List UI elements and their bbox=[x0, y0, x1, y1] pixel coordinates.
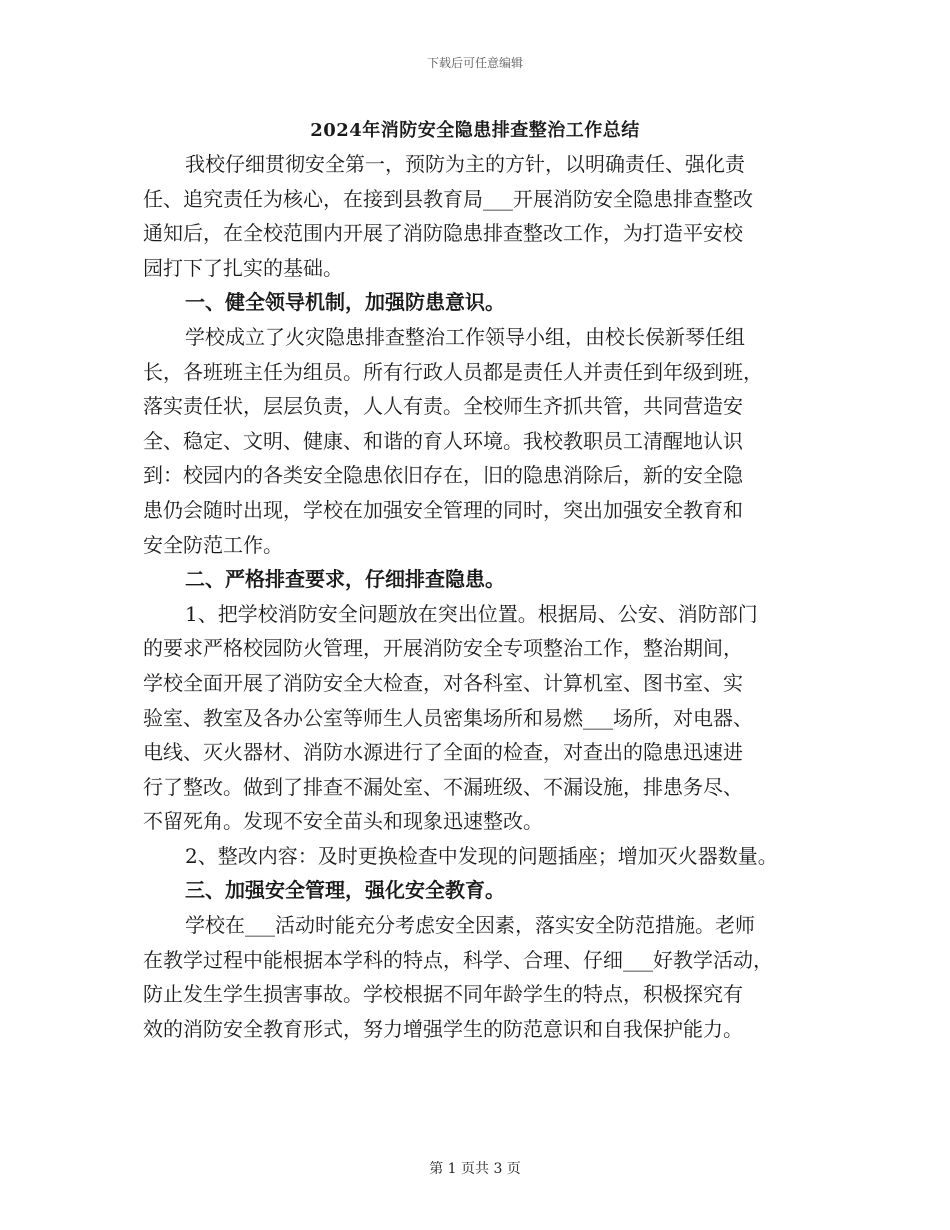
text-line: 验室、教室及各办公室等师生人员密集场所和易燃___场所，对电器、 bbox=[143, 705, 753, 730]
text-line: 三、加强安全管理，强化安全教育。 bbox=[185, 878, 505, 903]
text-line: 患仍会随时出现，学校在加强安全管理的同时，突出加强安全教育和 bbox=[143, 497, 743, 522]
text-line: 1、把学校消防安全问题放在突出位置。根据局、公安、消防部门 bbox=[185, 601, 758, 626]
text-line: 园打下了扎实的基础。 bbox=[143, 255, 343, 280]
text-line: 电线、灭火器材、消防水源进行了全面的检查，对查出的隐患迅速进 bbox=[143, 740, 743, 765]
text-line: 我校仔细贯彻安全第一，预防为主的方针，以明确责任、强化责 bbox=[185, 152, 745, 176]
text-line: 的要求严格校园防火管理，开展消防安全专项整治工作，整治期间， bbox=[143, 636, 743, 661]
paragraph bbox=[143, 908, 823, 1046]
text-line: 通知后，在全校范围内开展了消防隐患排查整改工作，为打造平安校 bbox=[143, 221, 743, 246]
text-line: 全、稳定、文明、健康、和谐的育人环境。我校教职员工清醒地认识 bbox=[143, 428, 743, 453]
text-line: 落实责任状，层层负责，人人有责。全校师生齐抓共管，共同营造安 bbox=[143, 394, 743, 419]
text-line: 学校成立了火灾隐患排查整治工作领导小组，由校长侯新琴任组 bbox=[185, 324, 745, 349]
text-line: 到：校园内的各类安全隐患依旧存在，旧的隐患消除后，新的安全隐 bbox=[143, 463, 743, 488]
text-line: 防止发生学生损害事故。学校根据不同年龄学生的特点，积极探究有 bbox=[143, 982, 743, 1007]
page-header: 下载后可任意编辑 bbox=[426, 56, 523, 70]
paragraph bbox=[143, 320, 823, 562]
paragraph bbox=[143, 147, 823, 285]
text-line: 效的消防安全教育形式，努力增强学生的防范意识和自我保护能力。 bbox=[143, 1016, 743, 1041]
text-line: 一、健全领导机制，加强防患意识。 bbox=[185, 290, 505, 315]
section-heading bbox=[143, 873, 823, 908]
text-line: 2、整改内容：及时更换检查中发现的问题插座；增加灭火器数量。 bbox=[185, 843, 778, 868]
text-line: 安全防范工作。 bbox=[143, 532, 283, 557]
text-line: 二、严格排查要求，仔细排查隐患。 bbox=[185, 567, 505, 592]
text-line: 任、追究责任为核心，在接到县教育局___开展消防安全隐患排查整改 bbox=[143, 186, 753, 211]
paragraph bbox=[143, 597, 823, 839]
text-line: 在教学过程中能根据本学科的特点，科学、合理、仔细___好教学活动， bbox=[143, 947, 773, 972]
page-footer: 第 1 页共 3 页 bbox=[429, 1161, 521, 1177]
section-heading bbox=[143, 285, 823, 320]
section-heading bbox=[143, 562, 823, 597]
document-body bbox=[143, 147, 823, 1046]
paragraph bbox=[143, 839, 823, 874]
text-line: 行了整改。做到了排查不漏处室、不漏班级、不漏设施，排患务尽、 bbox=[143, 774, 743, 799]
text-line: 不留死角。发现不安全苗头和现象迅速整改。 bbox=[143, 809, 543, 834]
text-line: 长，各班班主任为组员。所有行政人员都是责任人并责任到年级到班， bbox=[143, 359, 763, 384]
text-line: 学校全面开展了消防安全大检查，对各科室、计算机室、图书室、实 bbox=[143, 670, 743, 695]
document-title: 2024年消防安全隐患排查整治工作总结 bbox=[310, 120, 640, 141]
text-line: 学校在___活动时能充分考虑安全因素，落实安全防范措施。老师 bbox=[185, 913, 755, 938]
